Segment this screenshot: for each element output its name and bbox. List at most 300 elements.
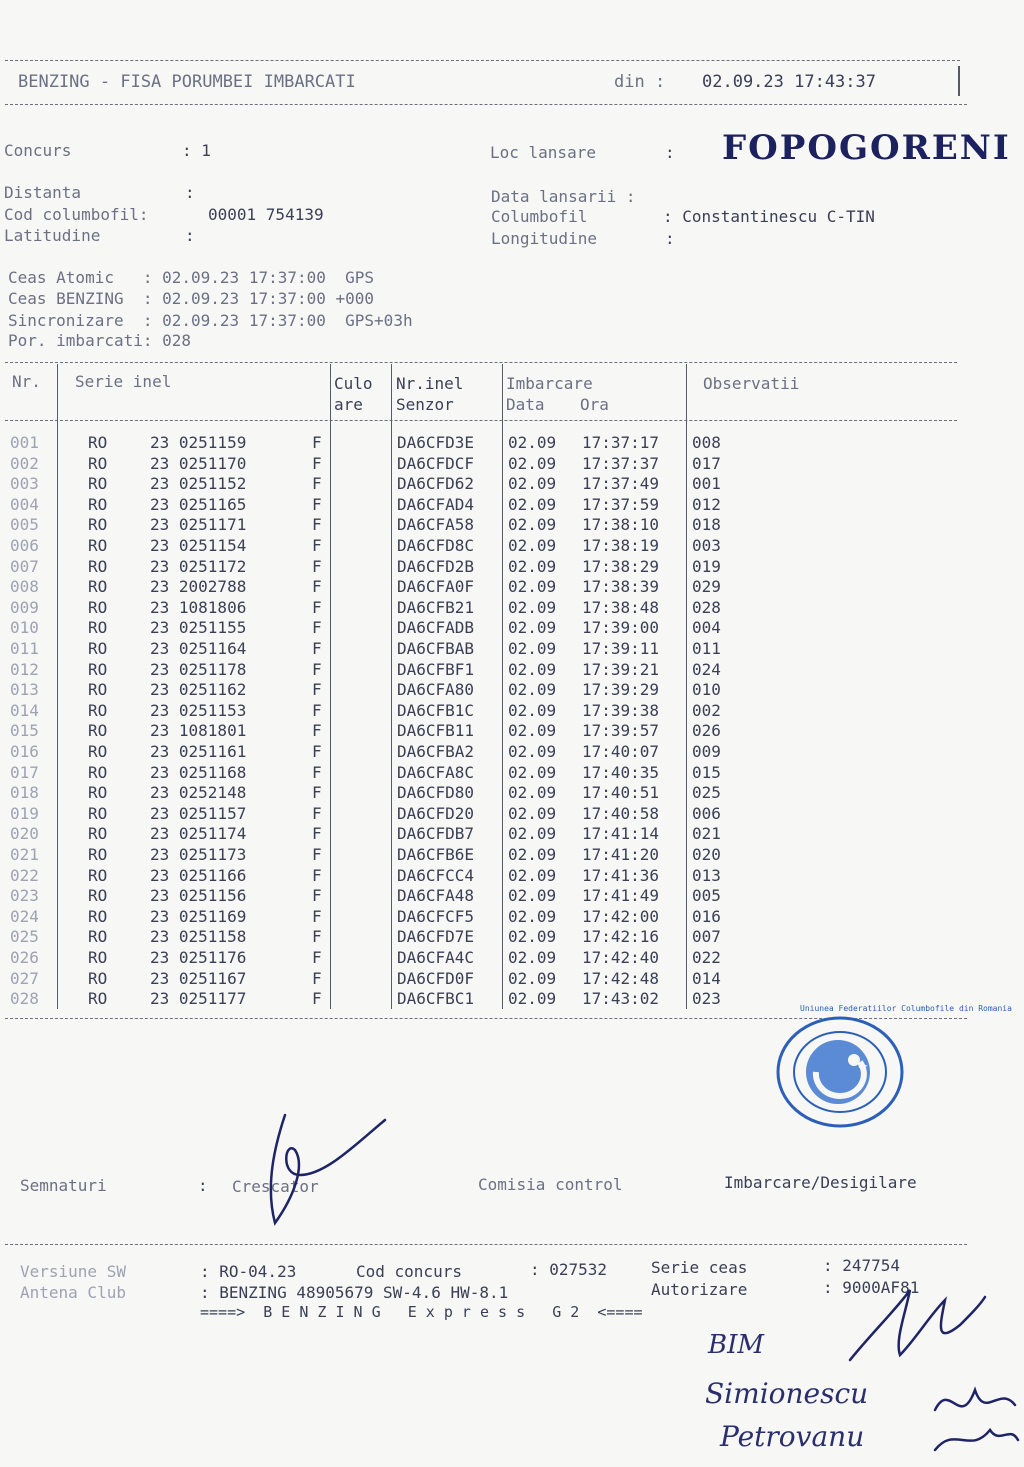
row-senzor: DA6CFD2B — [397, 556, 475, 576]
table-row — [0, 598, 1024, 618]
row-senzor: DA6CFA48 — [397, 886, 475, 906]
row-nr: 018 — [10, 783, 39, 803]
comisia-control-label: Comisia control — [478, 1175, 623, 1194]
row-data: 02.09 — [508, 865, 557, 885]
row-senzor: DA6CFB21 — [397, 597, 475, 617]
crescator-signature-icon — [255, 1105, 405, 1235]
row-nr: 019 — [10, 803, 39, 823]
antena-club-value: : BENZING 48905679 SW-4.6 HW-8.1 — [200, 1283, 509, 1302]
row-sex: F — [312, 680, 322, 700]
row-data: 02.09 — [508, 886, 557, 906]
row-data: 02.09 — [508, 556, 557, 576]
row-senzor: DA6CFADB — [397, 618, 475, 638]
row-sex: F — [312, 515, 322, 535]
por-imbarcati-line: Por. imbarcati: 028 — [8, 331, 192, 350]
row-ora: 17:40:35 — [582, 762, 660, 782]
row-data: 02.09 — [508, 803, 557, 823]
row-tara: RO — [88, 474, 108, 494]
row-sex: F — [312, 742, 322, 761]
row-nr: 007 — [10, 556, 39, 576]
row-senzor: DA6CFB1C — [397, 700, 475, 720]
row-serie-inel: 23 0251157 — [150, 803, 247, 823]
row-serie-inel: 23 0251155 — [150, 618, 247, 638]
row-sex: F — [312, 927, 322, 947]
row-tara: RO — [88, 886, 108, 906]
benzing-express-line: ====> B E N Z I N G E x p r e s s G 2 <==== — [200, 1303, 643, 1321]
row-observatii: 020 — [692, 845, 721, 864]
row-nr: 009 — [10, 597, 39, 617]
row-sex: F — [312, 824, 322, 844]
table-row — [0, 886, 1024, 906]
row-observatii: 015 — [692, 762, 721, 782]
row-ora: 17:41:36 — [582, 865, 660, 885]
row-observatii: 007 — [692, 927, 721, 947]
row-observatii: 021 — [692, 824, 721, 844]
row-sex: F — [312, 618, 322, 638]
row-nr: 010 — [10, 618, 39, 638]
row-senzor: DA6CFA8C — [397, 762, 475, 782]
row-ora: 17:38:19 — [582, 536, 660, 555]
row-sex: F — [312, 886, 322, 906]
table-row — [0, 866, 1024, 886]
row-nr: 013 — [10, 680, 39, 700]
table-row — [0, 639, 1024, 659]
row-data: 02.09 — [508, 474, 557, 494]
row-senzor: DA6CFA58 — [397, 515, 475, 535]
row-serie-inel: 23 0251167 — [150, 968, 247, 988]
handwritten-note-1: BIM — [708, 1330, 764, 1360]
header-bottom-rule — [5, 104, 967, 105]
row-serie-inel: 23 0251172 — [150, 556, 247, 576]
row-data: 02.09 — [508, 639, 557, 658]
handwritten-note-3: Petrovanu — [720, 1420, 865, 1453]
row-serie-inel: 23 0251178 — [150, 659, 247, 679]
row-sex: F — [312, 845, 322, 864]
stamp-icon — [772, 1010, 908, 1130]
footer-top-rule — [5, 1244, 967, 1245]
row-data: 02.09 — [508, 968, 557, 988]
row-data: 02.09 — [508, 453, 557, 473]
row-serie-inel: 23 0251152 — [150, 474, 247, 494]
row-ora: 17:40:51 — [582, 783, 660, 803]
row-observatii: 026 — [692, 721, 721, 741]
row-observatii: 011 — [692, 639, 721, 658]
row-senzor: DA6CFD62 — [397, 474, 475, 494]
row-tara: RO — [88, 845, 108, 864]
row-serie-inel: 23 2002788 — [150, 577, 247, 597]
row-data: 02.09 — [508, 948, 557, 967]
row-tara: RO — [88, 659, 108, 679]
row-sex: F — [312, 989, 322, 1009]
sincronizare-line: Sincronizare : 02.09.23 17:37:00 GPS+03h — [8, 311, 413, 330]
row-ora: 17:37:59 — [582, 494, 660, 514]
row-ora: 17:39:11 — [582, 639, 660, 658]
row-senzor: DA6CFDB7 — [397, 824, 475, 844]
distanta-colon: : — [185, 183, 195, 202]
th-observatii: Observatii — [703, 374, 800, 393]
row-sex: F — [312, 659, 322, 679]
versiune-sw-value: : RO-04.23 — [200, 1262, 297, 1281]
table-row — [0, 680, 1024, 700]
row-data: 02.09 — [508, 927, 557, 947]
row-sex: F — [312, 865, 322, 885]
row-senzor: DA6CFD0F — [397, 968, 475, 988]
row-data: 02.09 — [508, 577, 557, 597]
data-lansarii-label: Data lansarii : — [491, 187, 636, 206]
cod-concurs-value: : 027532 — [530, 1260, 608, 1279]
row-ora: 17:42:40 — [582, 948, 660, 967]
row-tara: RO — [88, 927, 108, 947]
row-ora: 17:42:00 — [582, 906, 660, 926]
row-ora: 17:39:29 — [582, 680, 660, 700]
latitudine-colon: : — [185, 226, 195, 245]
antena-club-label: Antena Club — [20, 1283, 126, 1302]
row-sex: F — [312, 762, 322, 782]
row-senzor: DA6CFD8C — [397, 536, 475, 555]
row-tara: RO — [88, 494, 108, 514]
row-sex: F — [312, 453, 322, 473]
versiune-sw-label: Versiune SW — [20, 1262, 126, 1281]
row-observatii: 019 — [692, 556, 721, 576]
row-senzor: DA6CFAD4 — [397, 494, 475, 514]
row-nr: 027 — [10, 968, 39, 988]
row-data: 02.09 — [508, 989, 557, 1009]
row-data: 02.09 — [508, 742, 557, 761]
row-observatii: 017 — [692, 453, 721, 473]
serie-ceas-value: : 247754 — [823, 1256, 901, 1275]
table-row — [0, 577, 1024, 597]
table-row — [0, 969, 1024, 989]
row-tara: RO — [88, 989, 108, 1009]
columbofil-label: Columbofil — [491, 207, 588, 226]
crescator-label: Crescator — [232, 1177, 319, 1196]
row-senzor: DA6CFD80 — [397, 783, 475, 803]
imbarcare-desigilare-label: Imbarcare/Desigilare — [724, 1173, 917, 1192]
row-data: 02.09 — [508, 906, 557, 926]
table-top-rule — [5, 362, 957, 363]
table-row — [0, 701, 1024, 721]
row-nr: 011 — [10, 639, 39, 658]
semnaturi-label: Semnaturi — [20, 1176, 107, 1195]
row-sex: F — [312, 783, 322, 803]
row-observatii: 023 — [692, 989, 721, 1009]
longitudine-colon: : — [665, 229, 675, 248]
row-data: 02.09 — [508, 536, 557, 555]
row-tara: RO — [88, 515, 108, 535]
row-observatii: 013 — [692, 865, 721, 885]
row-senzor: DA6CFA4C — [397, 948, 475, 967]
row-sex: F — [312, 536, 322, 555]
row-tara: RO — [88, 865, 108, 885]
row-observatii: 012 — [692, 494, 721, 514]
row-sex: F — [312, 556, 322, 576]
row-nr: 017 — [10, 762, 39, 782]
row-nr: 022 — [10, 865, 39, 885]
row-serie-inel: 23 0251165 — [150, 494, 247, 514]
row-ora: 17:39:21 — [582, 659, 660, 679]
table-row — [0, 515, 1024, 535]
row-sex: F — [312, 906, 322, 926]
row-tara: RO — [88, 906, 108, 926]
row-ora: 17:42:16 — [582, 927, 660, 947]
row-tara: RO — [88, 453, 108, 473]
row-senzor: DA6CFD7E — [397, 927, 475, 947]
distanta-label: Distanta — [4, 183, 82, 202]
row-serie-inel: 23 0252148 — [150, 783, 247, 803]
table-row — [0, 824, 1024, 844]
row-sex: F — [312, 803, 322, 823]
row-nr: 002 — [10, 453, 39, 473]
row-senzor: DA6CFCC4 — [397, 865, 475, 885]
table-row — [0, 454, 1024, 474]
row-nr: 021 — [10, 845, 39, 864]
row-data: 02.09 — [508, 783, 557, 803]
row-ora: 17:41:49 — [582, 886, 660, 906]
row-data: 02.09 — [508, 494, 557, 514]
row-serie-inel: 23 0251171 — [150, 515, 247, 535]
row-observatii: 024 — [692, 659, 721, 679]
row-serie-inel: 23 0251169 — [150, 906, 247, 926]
row-nr: 006 — [10, 536, 39, 555]
cod-columbofil-label: Cod columbofil: — [4, 205, 149, 224]
row-ora: 17:37:37 — [582, 453, 660, 473]
row-tara: RO — [88, 639, 108, 658]
table-row — [0, 804, 1024, 824]
row-nr: 025 — [10, 927, 39, 947]
row-sex: F — [312, 597, 322, 617]
header-top-rule — [5, 60, 960, 61]
row-observatii: 029 — [692, 577, 721, 597]
row-ora: 17:42:48 — [582, 968, 660, 988]
row-serie-inel: 23 0251166 — [150, 865, 247, 885]
row-nr: 016 — [10, 742, 39, 761]
row-tara: RO — [88, 824, 108, 844]
row-data: 02.09 — [508, 845, 557, 864]
serie-ceas-label: Serie ceas — [651, 1258, 748, 1277]
row-sex: F — [312, 721, 322, 741]
row-ora: 17:37:49 — [582, 474, 660, 494]
table-row — [0, 948, 1024, 968]
th-nr-inel: Nr.inel — [396, 374, 464, 393]
row-serie-inel: 23 0251153 — [150, 700, 247, 720]
row-sex: F — [312, 577, 322, 597]
row-senzor: DA6CFBAB — [397, 639, 475, 658]
row-serie-inel: 23 0251174 — [150, 824, 247, 844]
din-value: 02.09.23 17:43:37 — [702, 72, 876, 92]
row-senzor: DA6CFD3E — [397, 433, 475, 452]
row-senzor: DA6CFCF5 — [397, 906, 475, 926]
row-observatii: 010 — [692, 680, 721, 700]
table-row — [0, 845, 1024, 865]
row-ora: 17:39:38 — [582, 700, 660, 720]
row-sex: F — [312, 494, 322, 514]
row-nr: 014 — [10, 700, 39, 720]
row-ora: 17:39:57 — [582, 721, 660, 741]
loc-lansare-colon: : — [665, 143, 675, 162]
loc-lansare-handwritten: FOPOGORENI — [722, 128, 1011, 168]
row-ora: 17:41:20 — [582, 845, 660, 864]
row-serie-inel: 23 1081801 — [150, 721, 247, 741]
autorizare-value: : 9000AF81 — [823, 1278, 920, 1297]
row-tara: RO — [88, 783, 108, 803]
row-serie-inel: 23 0251158 — [150, 927, 247, 947]
row-serie-inel: 23 0251159 — [150, 433, 247, 452]
row-data: 02.09 — [508, 824, 557, 844]
row-senzor: DA6CFBA2 — [397, 742, 475, 761]
row-ora: 17:43:02 — [582, 989, 660, 1009]
row-ora: 17:40:07 — [582, 742, 660, 761]
row-nr: 001 — [10, 433, 39, 452]
concurs-value: : 1 — [182, 141, 211, 160]
row-nr: 012 — [10, 659, 39, 679]
row-observatii: 014 — [692, 968, 721, 988]
row-sex: F — [312, 968, 322, 988]
table-row — [0, 783, 1024, 803]
handwritten-note-2: Simionescu — [705, 1377, 869, 1410]
row-serie-inel: 23 0251156 — [150, 886, 247, 906]
row-senzor: DA6CFA0F — [397, 577, 475, 597]
columbofil-value: : Constantinescu C-TIN — [663, 207, 875, 226]
row-tara: RO — [88, 700, 108, 720]
row-serie-inel: 23 1081806 — [150, 597, 247, 617]
row-nr: 008 — [10, 577, 39, 597]
table-row — [0, 618, 1024, 638]
row-ora: 17:40:58 — [582, 803, 660, 823]
row-tara: RO — [88, 556, 108, 576]
row-nr: 015 — [10, 721, 39, 741]
row-serie-inel: 23 0251164 — [150, 639, 247, 658]
cod-columbofil-value: 00001 754139 — [208, 205, 324, 224]
ceas-benzing-line: Ceas BENZING : 02.09.23 17:37:00 +000 — [8, 289, 375, 308]
handwritten-scribble-icon — [930, 1370, 1020, 1460]
row-senzor: DA6CFB11 — [397, 721, 475, 741]
row-tara: RO — [88, 536, 108, 555]
stamp-text: Uniunea Federatiilor Columbofile din Romania — [800, 1004, 1012, 1013]
row-nr: 004 — [10, 494, 39, 514]
table-row — [0, 721, 1024, 741]
document-title: BENZING - FISA PORUMBEI IMBARCATI — [18, 72, 356, 92]
row-ora: 17:38:48 — [582, 597, 660, 617]
table-row — [0, 927, 1024, 947]
row-ora: 17:38:39 — [582, 577, 660, 597]
th-culoare-2: are — [334, 395, 363, 414]
table-row — [0, 742, 1024, 762]
th-serie-inel: Serie inel — [75, 372, 172, 391]
row-observatii: 004 — [692, 618, 721, 638]
row-nr: 028 — [10, 989, 39, 1009]
row-senzor: DA6CFDCF — [397, 453, 475, 473]
row-observatii: 018 — [692, 515, 721, 535]
row-observatii: 008 — [692, 433, 721, 452]
th-data: Data — [506, 395, 545, 414]
row-tara: RO — [88, 618, 108, 638]
table-row — [0, 474, 1024, 494]
row-nr: 003 — [10, 474, 39, 494]
row-tara: RO — [88, 680, 108, 700]
row-senzor: DA6CFB6E — [397, 845, 475, 864]
row-data: 02.09 — [508, 618, 557, 638]
th-culoare-1: Culo — [334, 374, 373, 393]
table-row — [0, 495, 1024, 515]
row-observatii: 016 — [692, 906, 721, 926]
row-observatii: 002 — [692, 700, 721, 720]
table-header-rule — [5, 420, 957, 421]
concurs-label: Concurs — [4, 141, 72, 160]
row-nr: 020 — [10, 824, 39, 844]
row-serie-inel: 23 0251162 — [150, 680, 247, 700]
th-nr: Nr. — [12, 372, 41, 391]
table-row — [0, 763, 1024, 783]
row-serie-inel: 23 0251176 — [150, 948, 247, 967]
row-senzor: DA6CFA80 — [397, 680, 475, 700]
row-tara: RO — [88, 948, 108, 967]
table-row — [0, 557, 1024, 577]
ceas-atomic-line: Ceas Atomic : 02.09.23 17:37:00 GPS — [8, 268, 375, 287]
cod-concurs-label: Cod concurs — [356, 1262, 462, 1281]
longitudine-label: Longitudine — [491, 229, 597, 248]
row-tara: RO — [88, 433, 108, 452]
row-sex: F — [312, 700, 322, 720]
row-ora: 17:38:10 — [582, 515, 660, 535]
semnaturi-colon: : — [198, 1176, 208, 1195]
row-nr: 005 — [10, 515, 39, 535]
row-data: 02.09 — [508, 762, 557, 782]
autorizare-label: Autorizare — [651, 1280, 748, 1299]
row-observatii: 001 — [692, 474, 721, 494]
table-row — [0, 907, 1024, 927]
table-row — [0, 660, 1024, 680]
row-data: 02.09 — [508, 721, 557, 741]
row-serie-inel: 23 0251161 — [150, 742, 247, 761]
th-ora: Ora — [580, 395, 609, 414]
row-sex: F — [312, 639, 322, 658]
row-observatii: 022 — [692, 948, 721, 967]
row-data: 02.09 — [508, 433, 557, 452]
th-imbarcare: Imbarcare — [506, 374, 593, 393]
row-senzor: DA6CFBF1 — [397, 659, 475, 679]
row-serie-inel: 23 0251177 — [150, 989, 247, 1009]
header-right-bar — [958, 66, 960, 96]
row-tara: RO — [88, 762, 108, 782]
row-serie-inel: 23 0251168 — [150, 762, 247, 782]
table-row — [0, 433, 1024, 453]
row-observatii: 028 — [692, 597, 721, 617]
row-nr: 024 — [10, 906, 39, 926]
row-nr: 023 — [10, 886, 39, 906]
row-data: 02.09 — [508, 659, 557, 679]
row-senzor: DA6CFD20 — [397, 803, 475, 823]
loc-lansare-label: Loc lansare — [490, 143, 596, 162]
row-tara: RO — [88, 577, 108, 597]
row-tara: RO — [88, 968, 108, 988]
row-sex: F — [312, 433, 322, 452]
row-ora: 17:39:00 — [582, 618, 660, 638]
row-tara: RO — [88, 803, 108, 823]
row-observatii: 025 — [692, 783, 721, 803]
row-tara: RO — [88, 742, 108, 761]
th-senzor: Senzor — [396, 395, 454, 414]
row-serie-inel: 23 0251170 — [150, 453, 247, 473]
table-row — [0, 536, 1024, 556]
row-ora: 17:37:17 — [582, 433, 660, 452]
row-nr: 026 — [10, 948, 39, 967]
row-serie-inel: 23 0251173 — [150, 845, 247, 864]
row-ora: 17:38:29 — [582, 556, 660, 576]
row-observatii: 006 — [692, 803, 721, 823]
din-label: din : — [614, 72, 666, 92]
row-sex: F — [312, 948, 322, 967]
row-data: 02.09 — [508, 700, 557, 720]
